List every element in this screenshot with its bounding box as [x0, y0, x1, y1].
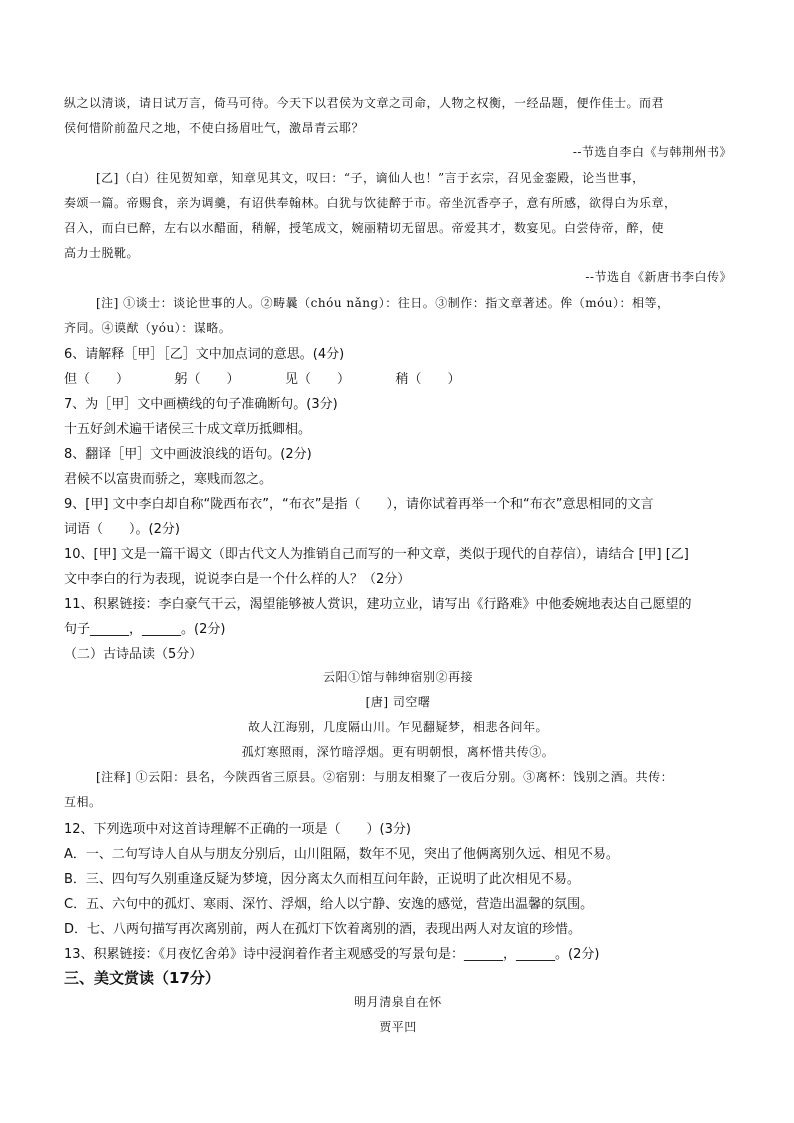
poem-line: 故人江海别，几度隔山川。乍见翻疑梦，相悲各问年。 [247, 720, 548, 734]
passage-line: 侯何惜阶前盈尺之地，不使白扬眉吐气，激昂青云耶？ [64, 121, 365, 135]
question-12: 12、下列选项中对这首诗理解不正确的一项是（ ）(3分) [64, 822, 411, 837]
question-11: 11、积累链接：李白豪气干云，渴望能够被人赏识，建功立业，请写出《行路难》中他委婉地表达自己愿望的 [64, 597, 692, 612]
poem-annotation: [注释] ①云阳：县名，今陕西省三原县。②宿别：与朋友相聚了一夜后分别。③离杯：饯别之酒。共传： [96, 770, 674, 784]
question-13: 13、积累链接：《月夜忆舍弟》诗中浸润着作者主观感受的写景句是：______，______。(2分) [64, 947, 600, 962]
question-7-text: 十五好剑术遍干诸侯三十成文章历抵卿相。 [64, 422, 312, 437]
section-heading: （二）古诗品读（5分） [64, 647, 203, 662]
question-8: 8、翻译［甲］文中画波浪线的语句。(2分) [64, 447, 312, 462]
annotation-line: [注] ①谈士：谈论世事的人。②畴曩（chóu nǎng）：往日。③制作：指文章著述。侔（móu）：相等， [96, 296, 670, 310]
question-10: 10、[甲] 文是一篇干谒文（即古代文人为推销自己而写的一种文章，类似于现代的自荐信），请结合 [甲] [乙] [64, 547, 689, 562]
annotation-line: 齐同。④谟猷（yóu）：谋略。 [64, 321, 232, 335]
passage-line: [乙]（白）往见贺知章，知章见其文，叹曰：“子，谪仙人也！”言于玄宗，召见金銮殿，论当世事， [96, 171, 645, 185]
question-9-cont: 词语（ ）。(2分) [64, 522, 180, 537]
option-d: D．七、八两句描写再次离别前，两人在孤灯下饮着离别的酒，表现出两人对友谊的珍惜。 [64, 922, 582, 937]
poem-title: 云阳①馆与韩绅宿别②再接 [322, 670, 473, 684]
question-6: 6、请解释［甲］［乙］文中加点词的意思。(4分) [64, 347, 345, 362]
option-b: B．三、四句写久别重逢反疑为梦境，因分离太久而相互问年龄，正说明了此次相见不易。 [64, 872, 580, 887]
passage-line: 纵之以清谈，请日试万言，倚马可待。今天下以君侯为文章之司命，人物之权衡，一经品题，便作佳士。而君 [64, 96, 665, 110]
option-c: C．五、六句中的孤灯、寒雨、深竹、浮烟，给人以宁静、安逸的感觉，营造出温馨的氛围。 [64, 897, 594, 912]
question-6-blanks: 但（ ） 躬（ ） 见（ ） 稍（ ） [64, 372, 461, 387]
article-title: 明月清泉自在怀 [354, 995, 442, 1009]
section-heading: 三、美文赏读（17分） [64, 969, 220, 987]
question-10-cont: 文中李白的行为表现，说说李白是一个什么样的人？（2分） [64, 572, 411, 587]
source-citation: --节选自《新唐书李白传》 [585, 270, 732, 284]
poem-annotation: 互相。 [64, 795, 102, 809]
passage-line: 奏颂一篇。帝赐食，亲为调羹，有诏供奉翰林。白犹与饮徒醉于市。帝坐沉香亭子，意有所感，欲得白为乐章， [64, 196, 677, 210]
question-9: 9、[甲] 文中李白却自称“陇西布衣”，“布衣”是指（ ），请你试着再举一个和“布衣”意思相同的文言 [64, 497, 654, 512]
poem-author: [唐] 司空曙 [365, 695, 431, 709]
question-8-text: 君候不以富贵而骄之，寒贱而忽之。 [64, 472, 273, 487]
article-author: 贾平凹 [379, 1020, 417, 1034]
question-7: 7、为［甲］文中画横线的句子准确断句。(3分) [64, 397, 338, 412]
question-11-cont: 句子______，______。(2分) [64, 622, 226, 637]
poem-line: 孤灯寒照雨，深竹暗浮烟。更有明朝恨，离杯惜共传③。 [241, 745, 555, 759]
passage-line: 高力士脱靴。 [64, 246, 140, 260]
option-a: A．一、二句写诗人自从与朋友分别后，山川阻隔，数年不见，突出了他俩离别久远、相见不易。 [64, 847, 619, 862]
passage-line: 召入，而白已醉，左右以水醋面，稍解，授笔成文，婉丽精切无留思。帝爱其才，数宴见。白尝侍帝，醉，使 [64, 221, 665, 235]
source-citation: --节选自李白《与韩荆州书》 [572, 145, 732, 159]
